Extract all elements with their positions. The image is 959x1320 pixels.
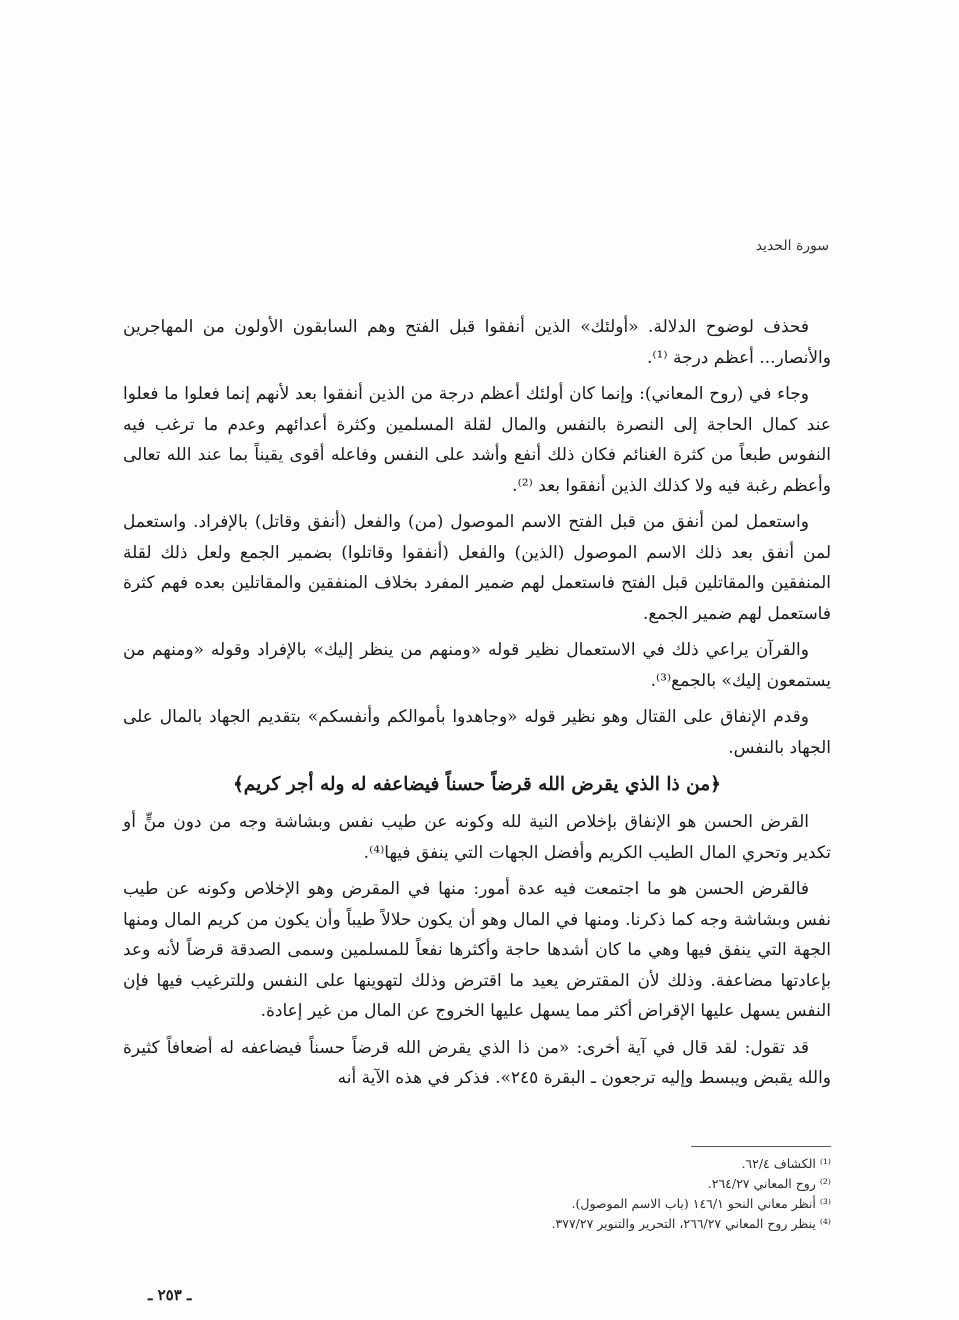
footnote: ⁽¹⁾ الكشاف ٦٢/٤. [741,1156,831,1171]
verse-heading: ﴿من ذا الذي يقرض الله قرضاً حسناً فيضاعفه له وله أجر كريم﴾ [232,774,722,795]
footnote: ⁽²⁾ روح المعاني ٢٦٤/٢٧. [707,1176,831,1191]
paragraph: والقرآن يراعي ذلك في الاستعمال نظير قوله «ومنهم من ينظر إليك» بالإفراد وقوله «ومنهم من يستمعون إليك» بالجمع⁽³⁾. [123,640,831,691]
paragraph: واستعمل لمن أنفق من قبل الفتح الاسم الموصول (من) والفعل (أنفق وقاتل) بالإفراد. واستعمل لمن أنفق بعد ذلك الاسم الموصول (الذين) والفعل (أنفقوا وقاتلوا) بضمير الجمع ولعل ذلك لقلة المنفقين والمقاتلين قبل الفتح فاستعمل لهم ضمير المفرد بخلاف المنفقين والمقاتلين بعده فهم كثرة فاستعمل لهم ضمير الجمع. [123,512,831,624]
paragraph: فالقرض الحسن هو ما اجتمعت فيه عدة أمور: منها في المقرض وهو الإخلاص وكونه عن طيب نفس وبشاشة وجه كما ذكرنا. ومنها في المال وهو أن يكون حلالاً طيباً وأن يكون من كريم المال ومنها الجهة التي ينفق فيها وهي ما كان أشدها حاجة وأكثرها نفعاً للمسلمين وسمى الصدقة قرضاً لأنه وعد بإعادتها مضاعفة. وذلك لأن المقترض يعيد ما اقترض وذلك لتهوينها على النفس وللترغيب فيها فإن النفس يسهل عليها الإقراض أكثر مما يسهل عليها الخروج عن المال من غير إعادة. [123,879,831,1021]
main-text [123,312,831,1100]
footnote: ⁽³⁾ أنظر معاني النحو ١٤٦/١ (باب الاسم الموصول). [571,1196,831,1211]
running-header: سورة الحديد [755,238,829,254]
paragraph: قد تقول: لقد قال في آية أخرى: «من ذا الذي يقرض الله قرضاً حسناً فيضاعفه له أضعافاً كثيرة والله يقبض ويبسط وإليه ترجعون ـ البقرة ٢٤٥». فذكر في هذه الآية أنه [123,1037,831,1088]
paragraph: وجاء في (روح المعاني): وإنما كان أولئك أعظم درجة من الذين أنفقوا بعد لأنهم إنما فعلوا ما فعلوا عند كمال الحاجة إلى النصرة بالنفس والمال لقلة المسلمين وكثرة أعدائهم وعدم ما ترغب فيه النفوس طبعاً من كثرة الغنائم فكان ذلك أنفع وأشد على النفس وفاعله أقوى يقيناً بما عند الله تعالى وأعظم رغبة فيه ولا كذلك الذين أنفقوا بعد ⁽²⁾. [123,384,831,496]
paragraph: وقدم الإنفاق على القتال وهو نظير قوله «وجاهدوا بأموالكم وأنفسكم» بتقديم الجهاد بالمال على الجهاد بالنفس. [123,707,831,758]
page-number: ـ ٢٥٣ ـ [148,1286,192,1304]
footnotes [123,1146,831,1234]
paragraph: فحذف لوضوح الدلالة. «أولئك» الذين أنفقوا قبل الفتح وهم السابقون الأولون من المهاجرين والأنصار... أعظم درجة ⁽¹⁾. [123,317,831,368]
paragraph: القرض الحسن هو الإنفاق بإخلاص النية لله وكونه عن طيب نفس وبشاشة وجه من دون منٍّ أو تكدير وتحري المال الطيب الكريم وأفضل الجهات التي ينفق فيها⁽⁴⁾. [123,812,831,863]
footnote: ⁽⁴⁾ ينظر روح المعاني ٢٦٦/٢٧، التحرير والتنوير ٣٧٧/٢٧. [551,1216,831,1231]
